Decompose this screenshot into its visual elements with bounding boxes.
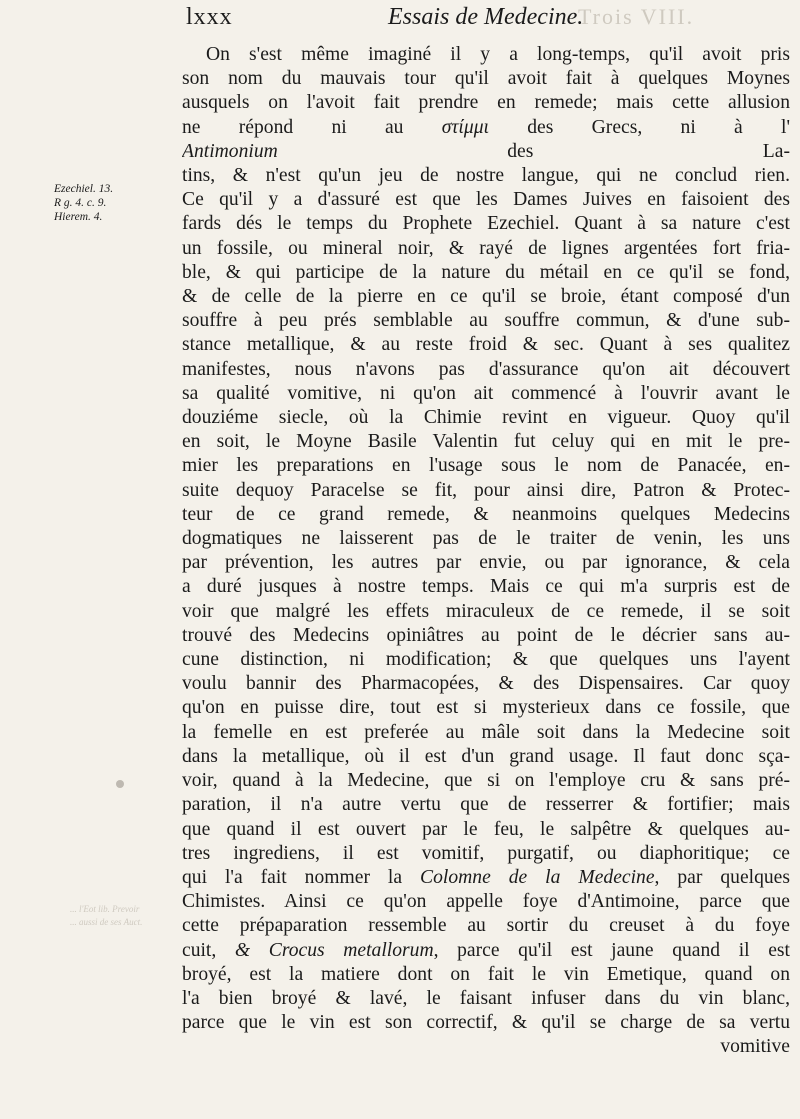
- text-line: dogmatiques ne laisserent pas de le traiter de venin, les uns: [182, 528, 790, 550]
- text-line: par prévention, les autres par envie, ou par ignorance, & cela: [182, 552, 790, 574]
- italic-text: Antimonium: [182, 140, 278, 162]
- text-line: cune distinction, ni modification; & que quelques uns l'ayent: [182, 649, 790, 671]
- text-line: voulu bannir des Pharmacopées, & des Dispensaires. Car quoy: [182, 673, 790, 695]
- text-line: [182, 140, 790, 164]
- page-header: [178, 4, 798, 38]
- show-through-note: ... aussi de ses Auct.: [70, 917, 143, 927]
- running-title: Essais de Medecine.: [388, 4, 584, 30]
- margin-note: Hierem. 4.: [54, 211, 103, 223]
- text-line: suite dequoy Paracelse se fit, pour ainsi dire, Patron & Protec-: [182, 479, 790, 501]
- margin-note: R g. 4. c. 9.: [54, 197, 107, 209]
- text-line: un fossile, ou mineral noir, & rayé de lignes argentées fort fria-: [182, 237, 790, 259]
- text-line: souffre à peu prés semblable au souffre commun, & d'une sub-: [182, 310, 790, 332]
- text-line: ausquels on l'avoit fait prendre en remede; mais cette allusion: [182, 92, 790, 114]
- show-through-note: ... l'Eot lib. Prevoir: [70, 904, 140, 914]
- text-line: douziéme siecle, où la Chimie revint en vigueur. Quoy qu'il: [182, 407, 790, 429]
- text-line: Chimistes. Ainsi ce qu'on appelle foye d'Antimoine, parce que: [182, 891, 790, 913]
- text-line: l'a bien broyé & lavé, le faisant infuser dans du vin blanc,: [182, 987, 790, 1009]
- text-segment: des Grecs, ni à l': [488, 116, 790, 138]
- text-line: teur de ce grand remede, & neanmoins quelques Medecins: [182, 503, 790, 525]
- text-line: tres ingrediens, il est vomitif, purgatif, ou diaphoritique; ce: [182, 842, 790, 864]
- text-line: sa qualité vomitive, ni qu'on ait commencé à l'ouvrir avant le: [182, 382, 790, 404]
- ink-spot: [116, 780, 124, 788]
- text-line: la femelle en est preferée au mâle soit dans la Medecine soit: [182, 721, 790, 743]
- text-line: cette prépaparation ressemble au sortir du creuset à du foye: [182, 915, 790, 937]
- page-number: lxxx: [186, 4, 233, 30]
- text-line: voir, quand à la Medecine, que si on l'employe cru & sans pré-: [182, 770, 790, 792]
- show-through-margin-notes: [70, 903, 180, 929]
- text-line: mier les preparations en l'usage sous le nom de Panacée, en-: [182, 455, 790, 477]
- margin-note: Ezechiel. 13.: [54, 183, 114, 195]
- italic-text: στίμμι: [441, 116, 489, 138]
- text-line: a duré jusques à nostre temps. Mais ce qui m'a surpris est de: [182, 576, 790, 598]
- text-line: en soit, le Moyne Basile Valentin fut celuy qui en mit le pre-: [182, 431, 790, 453]
- text-line: paration, il n'a autre vertu que de resserrer & fortifier; mais: [182, 794, 790, 816]
- text-line: Ce qu'il y a d'assuré est que les Dames Juives en faisoient des: [182, 189, 790, 211]
- show-through-text: Trois VIII.: [578, 4, 695, 29]
- text-line: [182, 116, 790, 140]
- text-line: fards dés le temps du Prophete Ezechiel. Quant à sa nature c'est: [182, 213, 790, 235]
- body-text: [182, 43, 790, 1060]
- text-line: trouvé des Medecins opiniâtres au point de le décrier sans au-: [182, 624, 790, 646]
- text-line: dans la metallique, où il est d'un grand usage. Il faut donc sça-: [182, 745, 790, 767]
- text-segment: ne répond ni au: [182, 116, 442, 138]
- text-line: parce que le vin est son correctif, & qu'il se charge de sa vertu: [182, 1012, 790, 1034]
- text-line: manifestes, nous n'avons pas d'assurance qu'on ait découvert: [182, 358, 790, 380]
- italic-text: & Crocus metallorum: [234, 939, 434, 961]
- text-line: [182, 939, 790, 963]
- text-line: vomitive: [720, 1036, 790, 1058]
- text-segment: , par quelques: [654, 866, 790, 888]
- text-segment: , parce qu'il est jaune quand il est: [433, 939, 790, 961]
- text-line: son nom du mauvais tour qu'il avoit fait à quelques Moynes: [182, 68, 790, 90]
- text-line: tins, & n'est qu'un jeu de nostre langue, qui ne conclud rien.: [182, 165, 790, 187]
- text-segment: des La-: [277, 140, 790, 162]
- text-segment: qui l'a fait nommer la: [182, 866, 421, 888]
- text-line: ble, & qui participe de la nature du métail en ce qu'il se fond,: [182, 261, 790, 283]
- margin-notes: [54, 182, 174, 224]
- text-line: voir que malgré les effets miraculeux de ce remede, il se soit: [182, 600, 790, 622]
- italic-text: Colomne de la Medecine: [420, 866, 655, 888]
- text-line: broyé, est la matiere dont on fait le vin Emetique, quand on: [182, 963, 790, 985]
- text-line: [182, 866, 790, 890]
- text-segment: cuit,: [182, 939, 235, 961]
- text-line: stance metallique, & au reste froid & sec. Quant à ses qualitez: [182, 334, 790, 356]
- text-line: & de celle de la pierre en ce qu'il se broie, étant composé d'un: [182, 286, 790, 308]
- text-line: que quand il est ouvert par le feu, le salpêtre & quelques au-: [182, 818, 790, 840]
- text-line: On s'est même imaginé il y a long-temps, qu'il avoit pris: [206, 44, 790, 65]
- text-line: qu'on en puisse dire, tout est si mysterieux dans ce fossile, que: [182, 697, 790, 719]
